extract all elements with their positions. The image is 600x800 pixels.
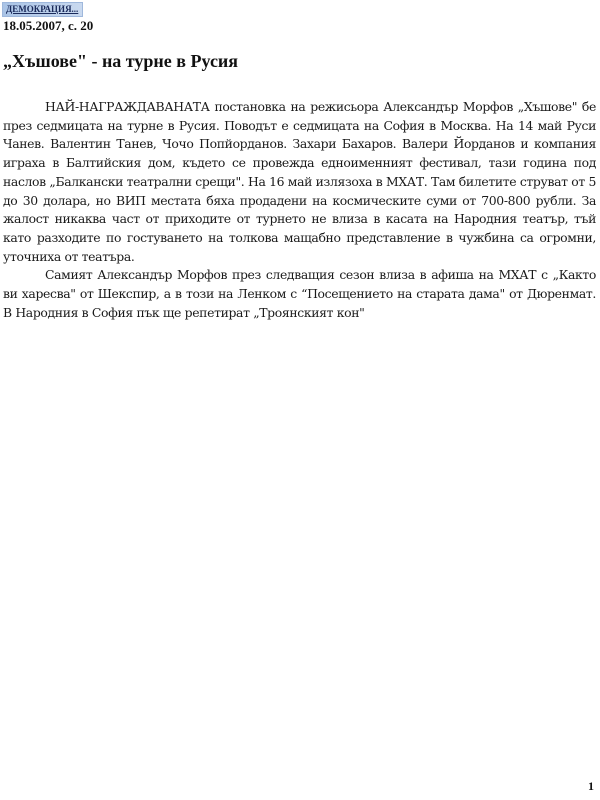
article-title: „Хъшове" - на турне в Русия (3, 51, 239, 71)
source-badge-link[interactable]: ДЕМОКРАЦИЯ... (2, 2, 83, 17)
article-paragraph-1: НАЙ-НАГРАЖДАВАНАТА постановка на режисьора Александър Морфов „Хъшове" бе през седмицата на турне в Русия. Поводът е седмицата на София в Москва. На 14 май Руси Чанев. Валентин Танев, Чочо Попйорданов. Захари Бахаров. Валери Йорданов и компания играха в Балтийския дом, където се провежда едноименният фестивал, тази година под наслов „Балкански театрални срещи". На 16 май излязоха в МХАТ. Там билетите струват от 5 до 30 долара, но ВИП местата бяха продадени на космическите суми от 700-800 рубли. За жалост никаква част от приходите от турнето не влиза в касата на Народния театър, тъй като разходите по гостуването на толкова мащабно представление в чужбина са огромни, уточниха от театъра. (3, 99, 596, 264)
article-paragraph-2: Самият Александър Морфов през следващия сезон влиза в афиша на МХАТ с „Както ви харесва" от Шекспир, а в този на Ленком с “Посещението на старата дама" от Дюренмат. В Народния в София пък ще репетират „Троянският кон" (3, 267, 596, 320)
page-number: 1 (588, 779, 594, 793)
publication-date: 18.05.2007, с. 20 (3, 18, 94, 33)
article-body (3, 98, 596, 322)
